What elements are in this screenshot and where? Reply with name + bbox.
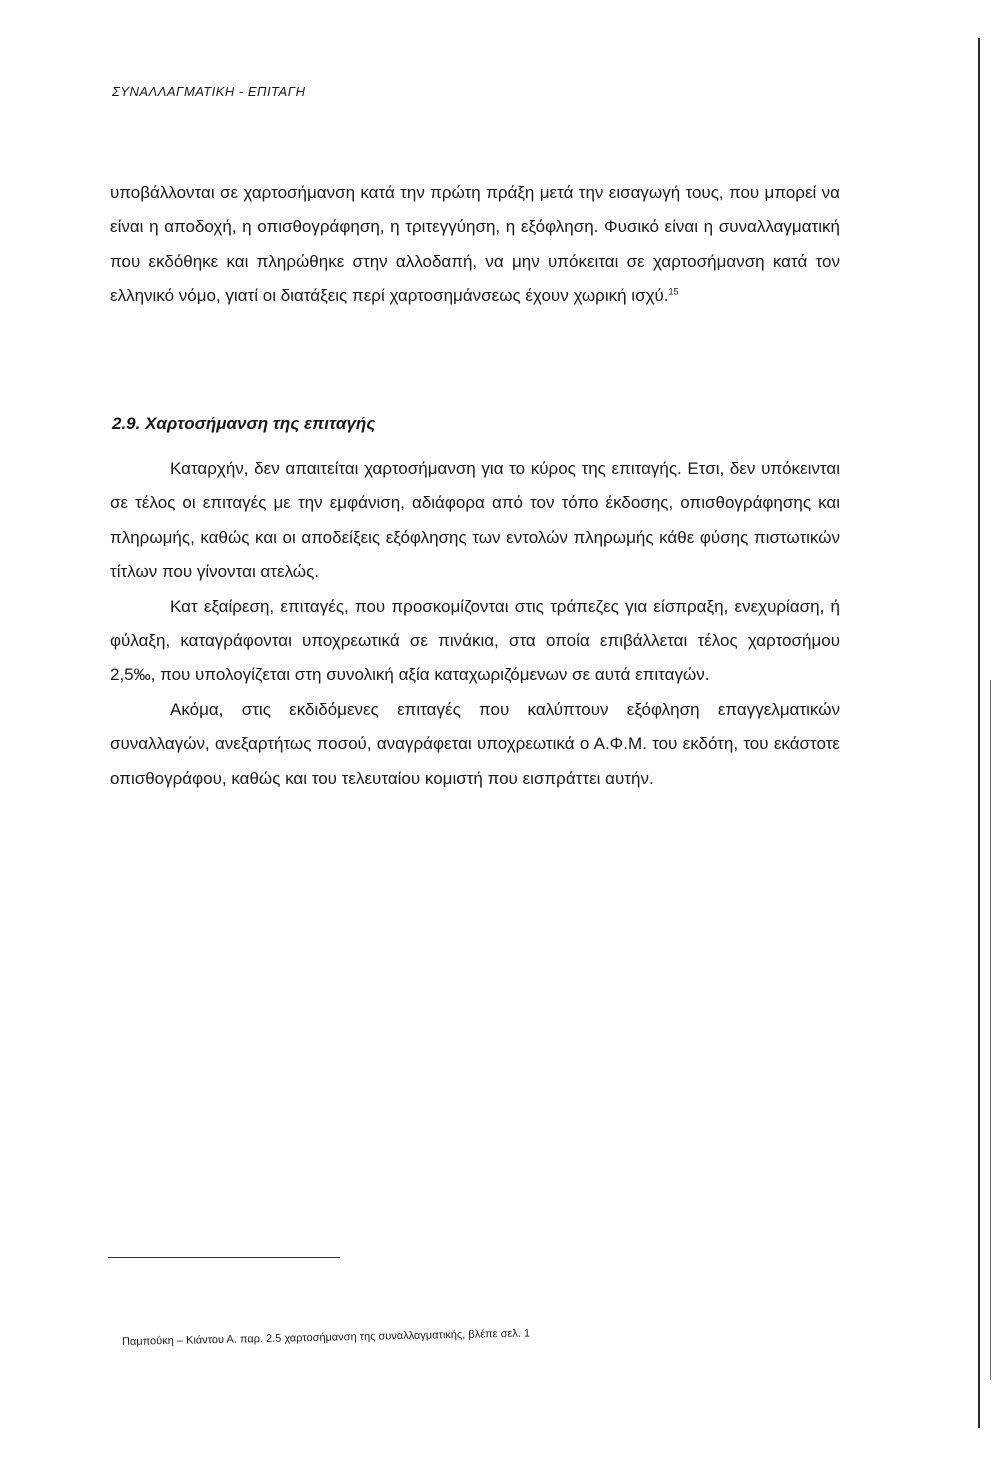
intro-paragraph xyxy=(110,176,840,314)
section-paragraph: Ακόμα, στις εκδιδόμενες επιταγές που καλύπτουν εξόφληση επαγγελματικών συναλλαγών, ανεξαρτήτως ποσού, αναγράφεται υποχρεωτικά ο Α.Φ.Μ. του εκδότη, του εκάστοτε οπισθογράφου, καθώς και του τελευταίου κομιστή που εισπράττει αυτήν. xyxy=(110,699,840,788)
footnote-text: Παμπούκη – Κιάντου Α. παρ. 2.5 χαρτοσήμανση της συναλλαγματικής, βλέπε σελ. 1 xyxy=(121,1327,531,1348)
intro-text: υποβάλλονται σε χαρτοσήμανση κατά την πρώτη πράξη μετά την εισαγωγή τους, που μπορεί να είναι η αποδοχή, η οπισθογράφηση, η τριτεγγύηση, η εξόφληση. Φυσικό είναι η συναλλαγματική που εκδόθηκε και πληρώθηκε στην αλλοδαπή, να μην υπόκειται σε χαρτοσήμανση κατά τον ελληνικό νόμο, γιατί οι διατάξεις περί χαρτοσημάνσεως έχουν χωρική ισχύ. xyxy=(110,183,840,306)
scan-edge-line-secondary xyxy=(990,680,991,1380)
running-header: ΣΥΝΑΛΛΑΓΜΑΤΙΚΗ - ΕΠΙΤΑΓΗ xyxy=(112,84,306,99)
section-paragraph: Κατ εξαίρεση, επιταγές, που προσκομίζονται στις τράπεζες για είσπραξη, ενεχυρίαση, ή φύλαξη, καταγράφονται υποχρεωτικά σε πινάκια, στα οποία επιβάλλεται τέλος χαρτοσήμου 2,5‰, που υπολογίζεται στη συνολική αξία καταχωριζόμενων σε αυτά επιταγών. xyxy=(110,596,840,685)
scan-edge-line xyxy=(978,38,980,1428)
footnote-reference[interactable]: 15 xyxy=(668,286,679,297)
section-body xyxy=(110,452,840,796)
section-heading: 2.9. Χαρτοσήμανση της επιταγής xyxy=(112,414,376,433)
footnote-separator xyxy=(108,1257,340,1258)
section-paragraph: Καταρχήν, δεν απαιτείται χαρτοσήμανση για το κύρος της επιταγής. Ετσι, δεν υπόκεινται σε τέλος οι επιταγές με την εμφάνιση, αδιάφορα από τον τόπο έκδοσης, οπισθογράφησης και πληρωμής, καθώς και οι αποδείξεις εξόφλησης των εντολών πληρωμής κάθε φύσης πιστωτικών τίτλων που γίνονται ατελώς. xyxy=(110,459,840,582)
